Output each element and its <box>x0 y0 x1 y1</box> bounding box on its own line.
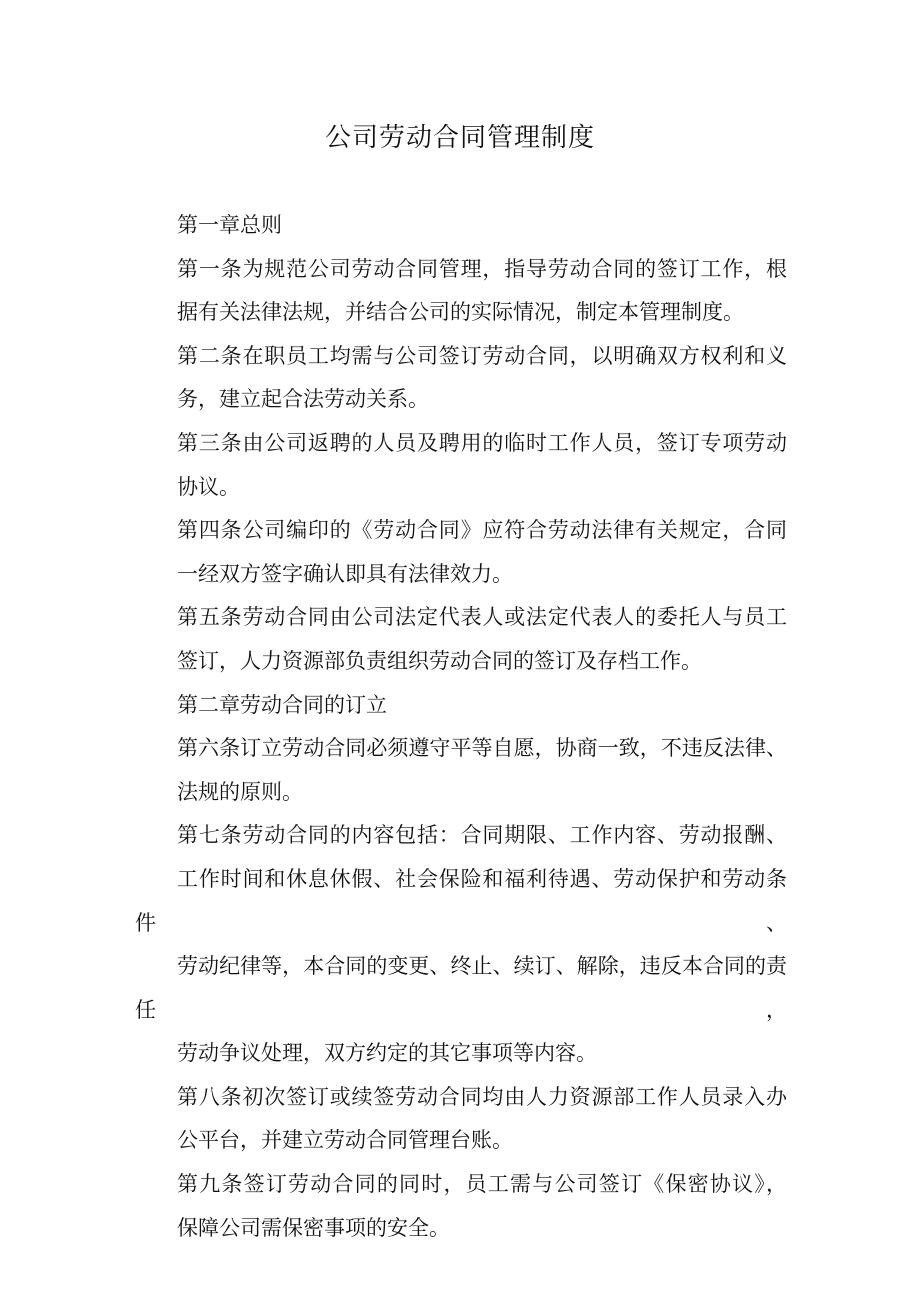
paragraph-line: 第七条劳动合同的内容包括：合同期限、工作内容、劳动报酬、 <box>177 823 787 848</box>
paragraph-line: 第九条签订劳动合同的同时，员工需与公司签订《保密协议》， <box>177 1172 787 1197</box>
document-title: 公司劳动合同管理制度 <box>324 123 595 153</box>
paragraph-line: 工作时间和休息休假、社会保险和福利待遇、劳动保护和劳动条件、 <box>135 866 787 935</box>
paragraph <box>135 596 787 683</box>
paragraph <box>135 509 787 596</box>
paragraph-line: 劳动争议处理，双方约定的其它事项等内容。 <box>177 1041 597 1066</box>
paragraph <box>135 1163 787 1250</box>
paragraph <box>135 727 787 814</box>
paragraph-line: 协议。 <box>177 474 240 499</box>
paragraph <box>135 422 787 509</box>
paragraph-line: 第二章劳动合同的订立 <box>177 692 387 717</box>
paragraph-line: 第五条劳动合同由公司法定代表人或法定代表人的委托人与员工 <box>177 605 787 630</box>
paragraph-line: 第四条公司编印的《劳动合同》应符合劳动法律有关规定，合同 <box>177 518 787 543</box>
paragraph-line: 第八条初次签订或续签劳动合同均由人力资源部工作人员录入办 <box>177 1084 787 1109</box>
paragraph-line: 公平台，并建立劳动合同管理台账。 <box>177 1128 513 1153</box>
paragraph <box>135 248 787 335</box>
paragraph-line: 第二条在职员工均需与公司签订劳动合同，以明确双方权利和义 <box>177 343 787 368</box>
paragraph <box>135 1076 787 1163</box>
paragraph-line: 第三条由公司返聘的人员及聘用的临时工作人员，签订专项劳动 <box>177 430 787 455</box>
paragraph-line: 第六条订立劳动合同必须遵守平等自愿，协商一致，不违反法律、 <box>177 736 787 761</box>
paragraph-line: 一经双方签字确认即具有法律效力。 <box>177 561 513 586</box>
paragraph-line: 保障公司需保密事项的安全。 <box>177 1215 450 1240</box>
paragraph <box>135 335 787 422</box>
paragraph-line: 签订，人力资源部负责组织劳动合同的签订及存档工作。 <box>177 648 702 673</box>
document-body <box>135 204 787 1250</box>
paragraph <box>135 814 787 1076</box>
paragraph-line: 法规的原则。 <box>177 779 303 804</box>
paragraph <box>135 684 787 728</box>
paragraph-line: 据有关法律法规，并结合公司的实际情况，制定本管理制度。 <box>177 300 744 325</box>
paragraph-line: 第一条为规范公司劳动合同管理，指导劳动合同的签订工作，根 <box>177 256 787 281</box>
paragraph-line: 第一章总则 <box>177 213 282 237</box>
paragraph <box>135 204 787 248</box>
paragraph-line: 务，建立起合法劳动关系。 <box>177 387 429 412</box>
paragraph-line: 劳动纪律等，本合同的变更、终止、续订、解除，违反本合同的责任， <box>135 954 787 1022</box>
